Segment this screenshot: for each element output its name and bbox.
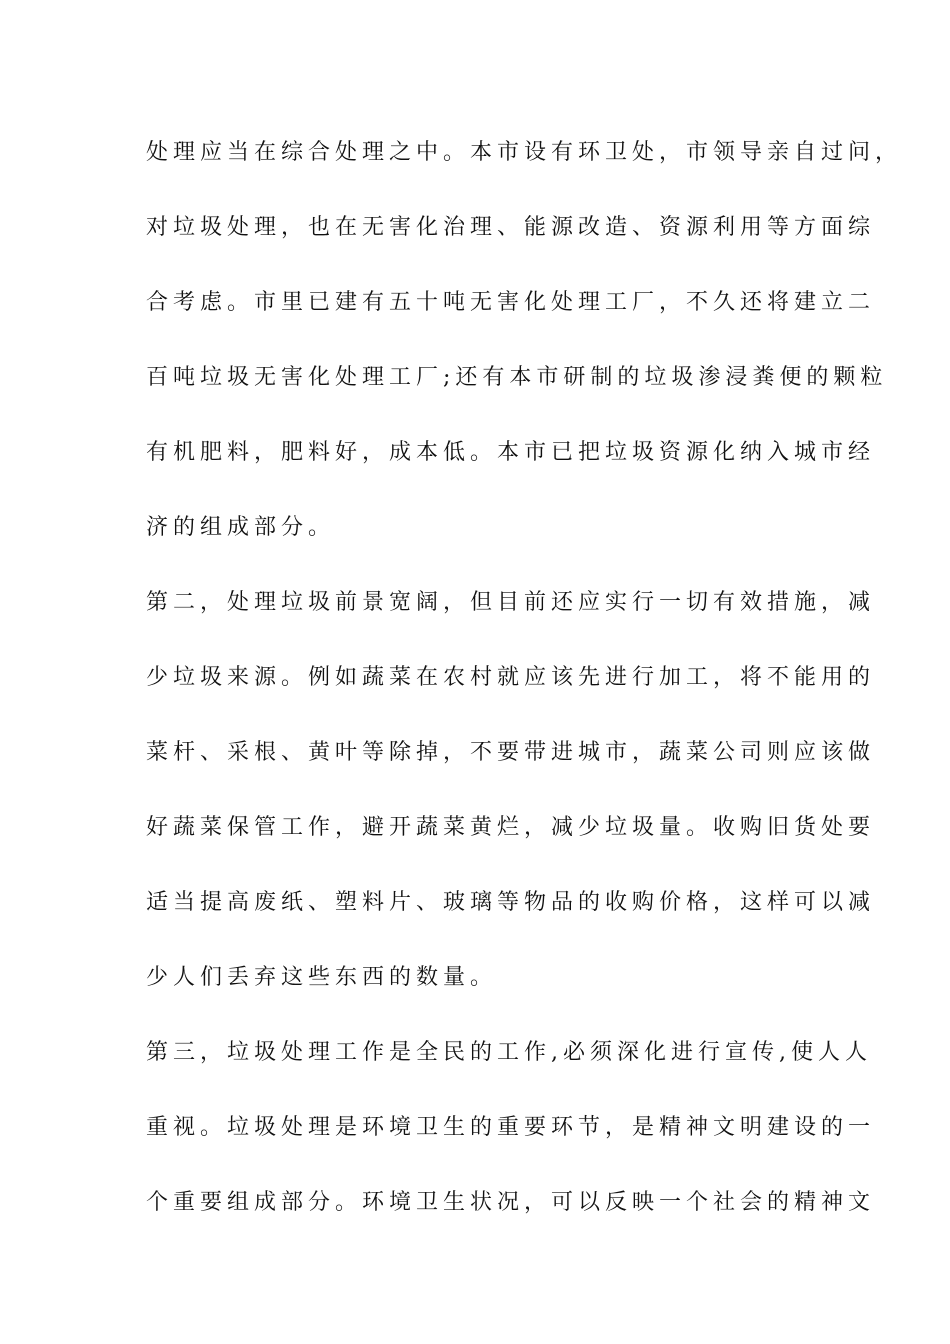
text-line: 菜杆、采根、黄叶等除掉，不要带进城市，蔬菜公司则应该做: [146, 740, 876, 765]
text-line: 对垃圾处理，也在无害化治理、能源改造、资源利用等方面综: [146, 215, 876, 240]
text-line: 第二，处理垃圾前景宽阔，但目前还应实行一切有效措施，减: [146, 590, 876, 615]
text-line: 重视。垃圾处理是环境卫生的重要环节，是精神文明建设的一: [146, 1115, 876, 1140]
body-text: [146, 131, 903, 1256]
text-line: 百吨垃圾无害化处理工厂;还有本市研制的垃圾渗浸粪便的颗粒: [146, 365, 888, 390]
text-line: 好蔬菜保管工作，避开蔬菜黄烂，减少垃圾量。收购旧货处要: [146, 815, 876, 840]
text-line: 合考虑。市里已建有五十吨无害化处理工厂，不久还将建立二: [146, 290, 876, 315]
text-line: 个重要组成部分。环境卫生状况，可以反映一个社会的精神文: [146, 1190, 876, 1215]
text-line: 有机肥料，肥料好，成本低。本市已把垃圾资源化纳入城市经: [146, 440, 876, 465]
text-line: 少人们丢弃这些东西的数量。: [146, 965, 498, 990]
text-line: 处理应当在综合处理之中。本市设有环卫处，市领导亲自过问，: [146, 140, 903, 165]
text-line: 适当提高废纸、塑料片、玻璃等物品的收购价格，这样可以减: [146, 890, 876, 915]
text-line: 济的组成部分。: [146, 515, 336, 540]
text-line: 第三，垃圾处理工作是全民的工作,必须深化进行宣传,使人人: [146, 1040, 872, 1065]
text-line: 少垃圾来源。例如蔬菜在农村就应该先进行加工，将不能用的: [146, 665, 876, 690]
